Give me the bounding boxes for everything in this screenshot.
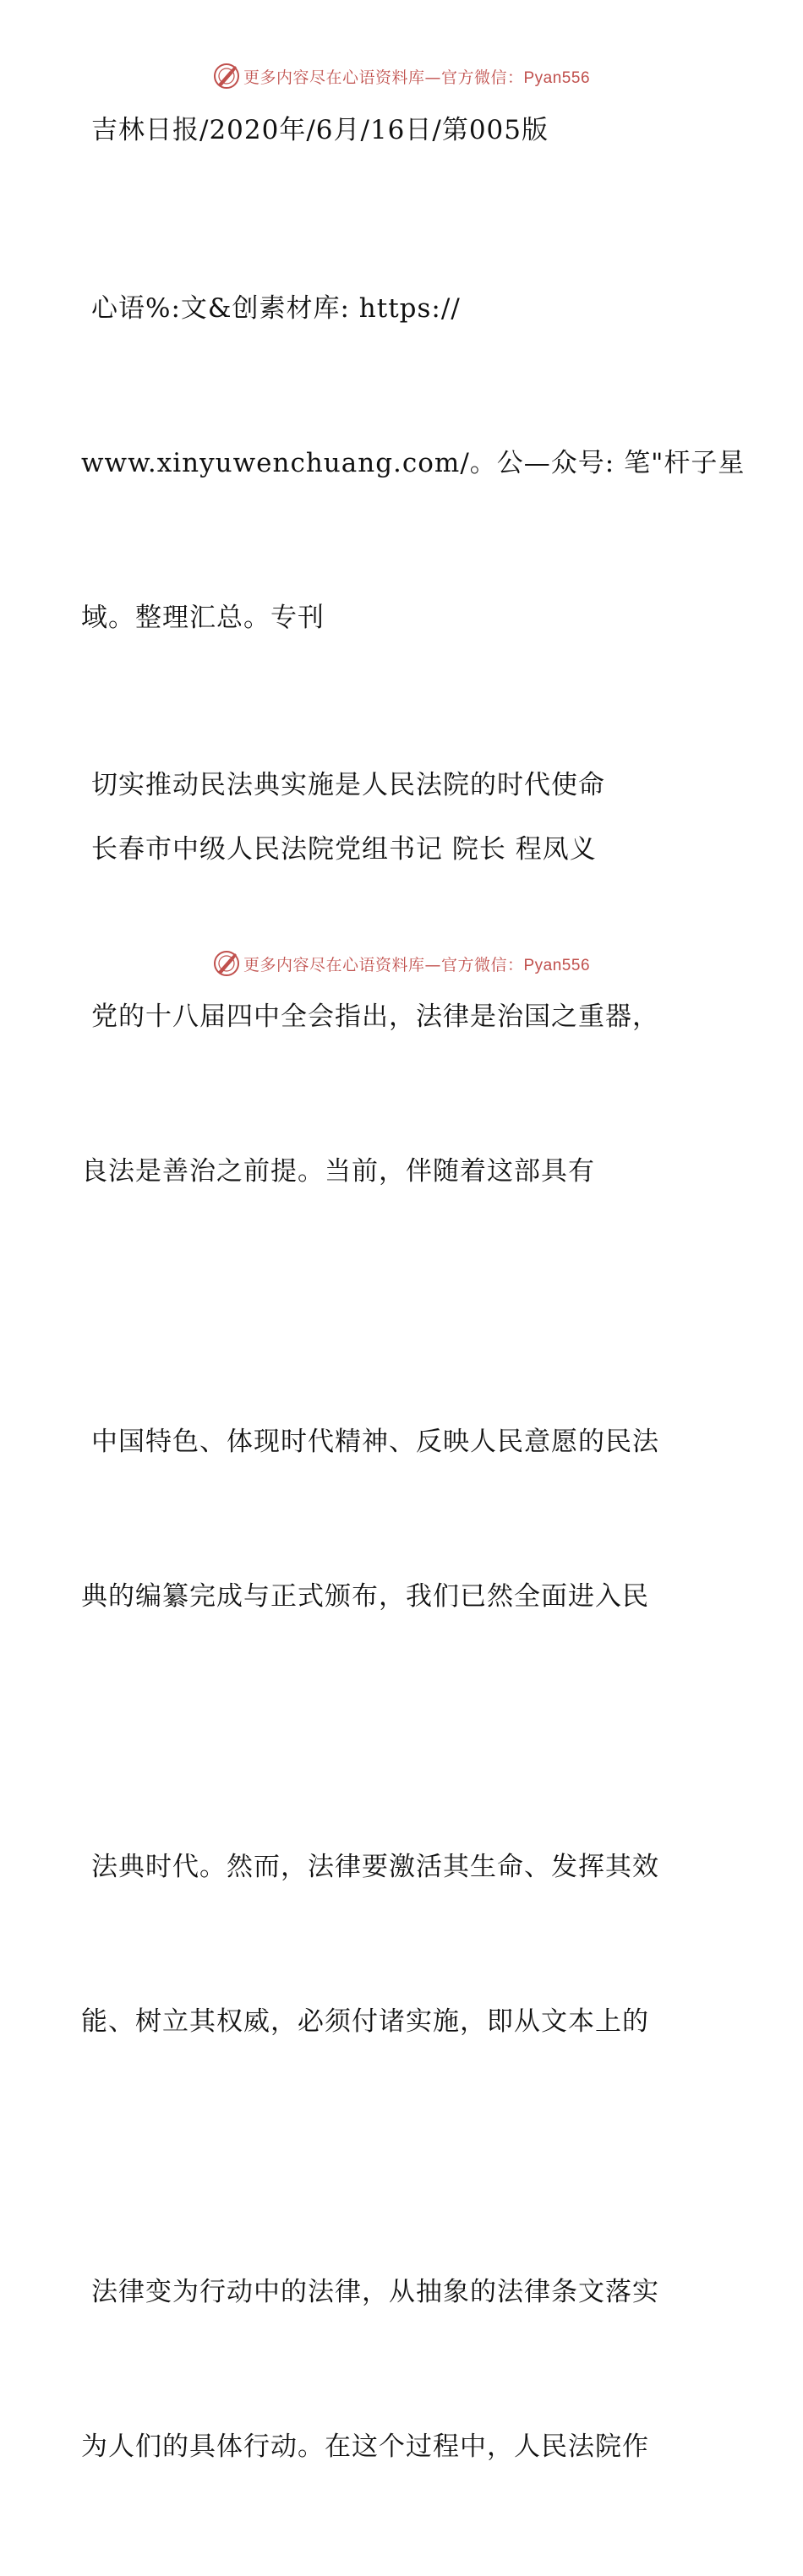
body-line: 典的编纂完成与正式颁布，我们已然全面进入民 <box>81 1581 649 1612</box>
pen-logo-icon <box>213 950 240 977</box>
article-paragraph <box>81 1313 724 1726</box>
source-line: 域。整理汇总。专刊 <box>81 603 325 633</box>
article-paragraph <box>81 1738 724 2151</box>
source-block <box>81 180 746 747</box>
dateline: 吉林日报/2020年/6月/16日/第005版 <box>91 115 549 145</box>
body-line: 法律变为行动中的法律，从抽象的法律条文落实 <box>91 2277 659 2307</box>
source-line: www.xinyuwenchuang.com/。公—众号: 笔"杆子星 <box>81 448 746 478</box>
body-line: 良法是善治之前提。当前，伴随着这部具有 <box>81 1156 595 1187</box>
document-body <box>81 101 746 2576</box>
body-line: 能、树立其权威，必须付诸实施，即从文本上的 <box>81 2006 649 2037</box>
body-line: 为人们的具体行动。在这个过程中，人民法院作 <box>81 2431 649 2462</box>
source-line: 心语%:文&创素材库: https:// <box>91 293 461 324</box>
article-headline: 切实推动民法典实施是人民法院的时代使命 <box>91 770 605 800</box>
watermark-text: 更多内容尽在心语资料库—官方微信：Pyan556 <box>243 68 591 87</box>
article-byline: 长春市中级人民法院党组书记 院长 程凤义 <box>91 834 597 865</box>
footer-watermark <box>0 947 803 980</box>
article-paragraph <box>81 2164 724 2576</box>
watermark-text: 更多内容尽在心语资料库—官方微信：Pyan556 <box>243 955 591 974</box>
pen-logo-icon <box>213 63 240 90</box>
body-line: 法典时代。然而，法律要激活其生命、发挥其效 <box>91 1852 659 1882</box>
wechat-id: Pyan556 <box>523 68 591 87</box>
body-line: 中国特色、体现时代精神、反映人民意愿的民法 <box>91 1427 659 1457</box>
wechat-id: Pyan556 <box>523 956 591 974</box>
body-line: 党的十八届四中全会指出，法律是治国之重器， <box>91 1001 659 1032</box>
header-watermark <box>0 59 803 93</box>
